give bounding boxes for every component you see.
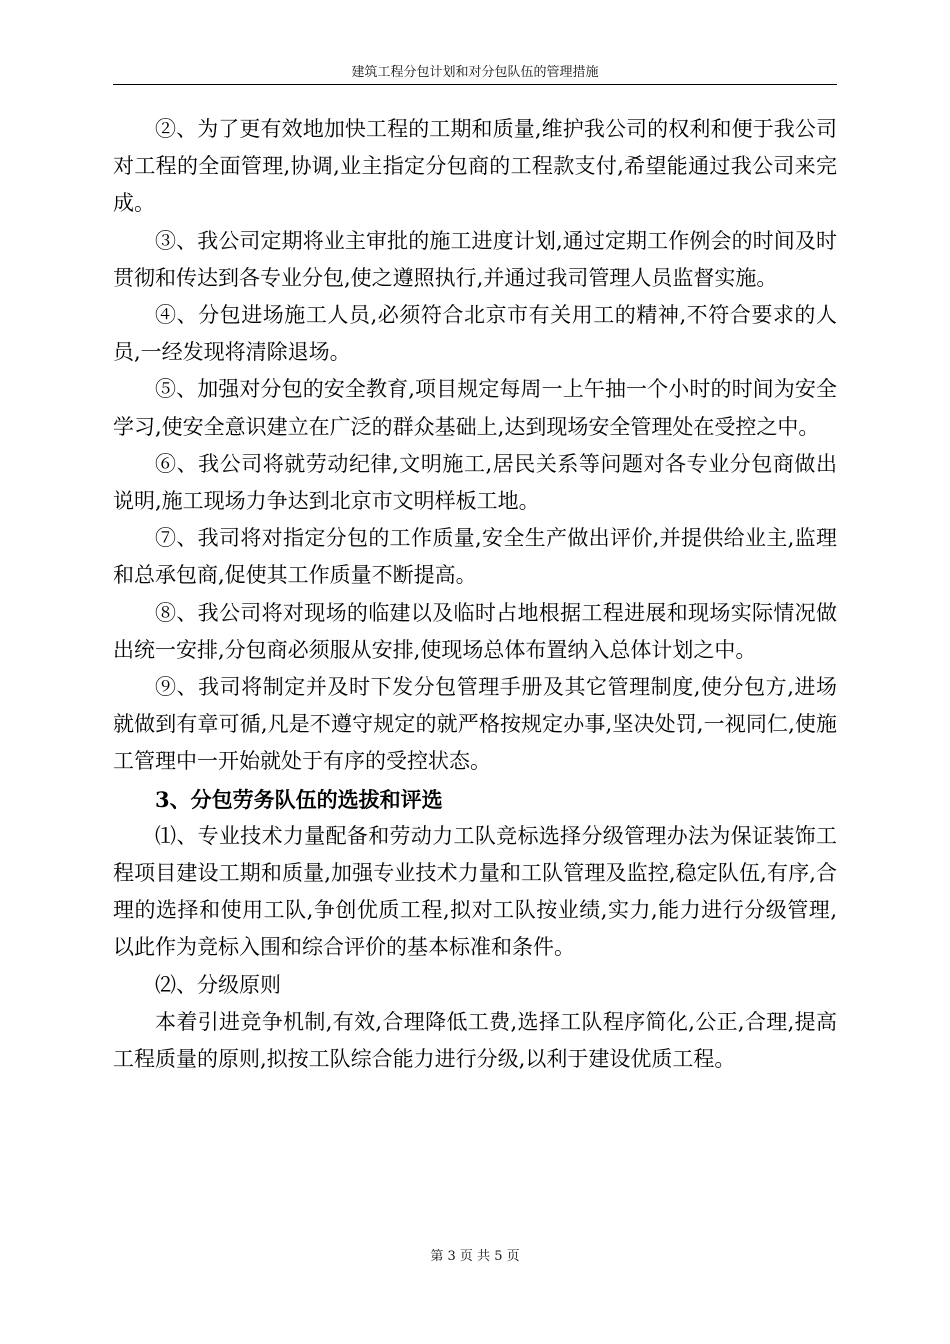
- paragraph-item-2: ②、为了更有效地加快工程的工期和质量,维护我公司的权利和便于我公司对工程的全面管理,协调,业主指定分包商的工程款支付,希望能通过我公司来完成。: [113, 117, 837, 216]
- section-paragraph-principle: 本着引进竞争机制,有效,合理降低工费,选择工队程序简化,公正,合理,提高工程质量的原则,拟按工队综合能力进行分级,以利于建设优质工程。: [113, 1009, 837, 1072]
- paragraph-item-3: ③、我公司定期将业主审批的施工进度计划,通过定期工作例会的时间及时贯彻和传达到各专业分包,使之遵照执行,并通过我司管理人员监督实施。: [113, 228, 837, 290]
- paragraph-item-6: ⑥、我公司将就劳动纪律,文明施工,居民关系等问题对各专业分包商做出说明,施工现场力争达到北京市文明样板工地。: [113, 451, 837, 514]
- section-subheading-2: ⑵、分级原则: [155, 972, 281, 997]
- page-number-footer: 第 3 页 共 5 页: [430, 1249, 520, 1264]
- running-header: 建筑工程分包计划和对分包队伍的管理措施: [351, 65, 599, 80]
- paragraph-item-8: ⑧、我公司将对现场的临建以及临时占地根据工程进展和现场实际情况做出统一安排,分包商必须服从安排,使现场总体布置纳入总体计划之中。: [113, 600, 837, 662]
- section-heading: 3、分包劳务队伍的选拔和评选: [155, 786, 443, 812]
- paragraph-item-9: ⑨、我司将制定并及时下发分包管理手册及其它管理制度,使分包方,进场就做到有章可循,凡是不遵守规定的就严格按规定办事,坚决处罚,一视同仁,使施工管理中一开始就处于有序的受控状态。: [113, 675, 837, 774]
- paragraph-item-5: ⑤、加强对分包的安全教育,项目规定每周一上午抽一个小时的时间为安全学习,使安全意识建立在广泛的群众基础上,达到现场安全管理处在受控之中。: [113, 377, 837, 439]
- paragraph-item-4: ④、分包进场施工人员,必须符合北京市有关用工的精神,不符合要求的人员,一经发现将清除退场。: [113, 303, 837, 365]
- paragraph-item-7: ⑦、我司将对指定分包的工作质量,安全生产做出评价,并提供给业主,监理和总承包商,促使其工作质量不断提高。: [113, 526, 837, 588]
- document-body: [113, 111, 837, 1078]
- header-rule: [113, 84, 837, 85]
- section-paragraph-1: ⑴、专业技术力量配备和劳动力工队竞标选择分级管理办法为保证装饰工程项目建设工期和质量,加强专业技术力量和工队管理及监控,稳定队伍,有序,合理的选择和使用工队,争创优质工程,拟对工队按业绩,实力,能力进行分级管理,以此作为竞标入围和综合评价的基本标准和条件。: [113, 823, 837, 960]
